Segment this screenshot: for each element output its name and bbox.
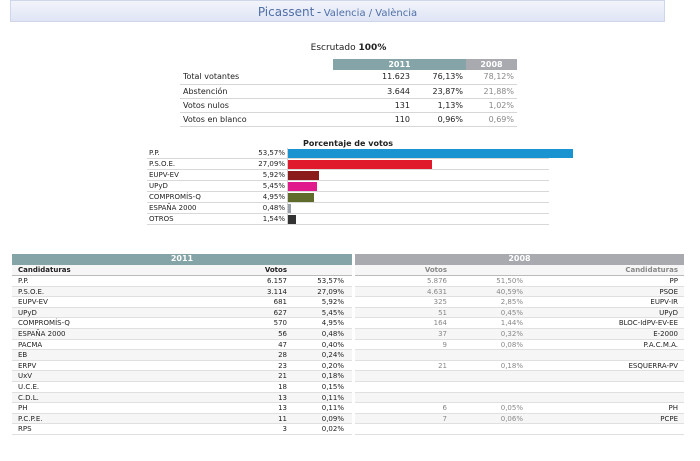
percent-chart-value-label: 5,45% [262, 182, 285, 190]
results-2011-row [12, 318, 352, 329]
results-2008-column-headers [355, 265, 684, 276]
result-party: PACMA [18, 340, 43, 349]
results-2011-row [12, 308, 352, 319]
summary-votes-2011: 3.644 [333, 84, 413, 98]
results-2008-row [355, 287, 684, 298]
result-percent: 0,20% [321, 361, 344, 370]
result-percent-2008: 40,59% [496, 287, 523, 296]
result-party: ERPV [18, 361, 37, 370]
results-2008-row [355, 308, 684, 319]
result-percent: 5,92% [321, 298, 344, 307]
result-votes-2008: 7 [442, 414, 447, 423]
result-party: U.C.E. [18, 382, 40, 391]
summary-row [180, 112, 517, 126]
percent-chart [147, 148, 549, 225]
results-2008-row [355, 414, 684, 425]
percent-chart-party-label: P.P. [149, 149, 160, 157]
results-2011-row [12, 393, 352, 404]
results-2008-row [355, 424, 684, 435]
percent-chart-title: Porcentaje de votos [302, 139, 394, 148]
percent-chart-row [147, 181, 549, 192]
percent-chart-bar [288, 160, 432, 169]
result-party: C.D.L. [18, 393, 39, 402]
result-party: P.C.P.E. [18, 414, 43, 423]
results-2011-row [12, 371, 352, 382]
results-2011-row [12, 414, 352, 425]
summary-pct-2008: 78,12% [466, 70, 517, 84]
summary-pct-2011: 76,13% [413, 70, 466, 84]
percent-chart-value-label: 5,92% [262, 171, 285, 179]
result-votes: 23 [278, 361, 287, 370]
result-party: RPS [18, 425, 32, 434]
result-party-2008: EUPV-IR [650, 298, 678, 307]
result-percent: 53,57% [317, 277, 344, 285]
summary-row [180, 70, 517, 84]
result-percent: 0,02% [321, 425, 344, 434]
summary-blank-header [180, 59, 333, 70]
summary-label: Total votantes [180, 70, 333, 84]
result-votes: 6.157 [266, 277, 287, 285]
result-party: UPyD [18, 308, 37, 317]
result-party-2008: BLOC-IdPV-EV-EE [618, 319, 678, 328]
page-header [10, 0, 665, 22]
results-2008-row [355, 361, 684, 372]
region-title: Valencia / València [323, 8, 418, 19]
percent-chart-row [147, 203, 549, 214]
result-party: ESPAÑA 2000 [18, 329, 66, 338]
percent-chart-bar [288, 215, 296, 224]
results-2011-row [12, 403, 352, 414]
result-party: P.P. [18, 277, 29, 285]
percent-chart-party-label: OTROS [149, 215, 174, 223]
result-votes-2008: 5.876 [426, 277, 447, 285]
result-percent: 5,45% [321, 308, 344, 317]
result-votes: 28 [278, 351, 287, 360]
summary-pct-2008: 0,69% [466, 112, 517, 126]
summary-pct-2008: 1,02% [466, 98, 517, 112]
result-percent-2008: 51,50% [496, 277, 523, 285]
result-percent-2008: 0,05% [500, 404, 523, 413]
percent-chart-value-label: 4,95% [262, 193, 285, 201]
percent-chart-party-label: ESPAÑA 2000 [149, 204, 197, 212]
result-percent-2008: 0,18% [500, 361, 523, 370]
scrutiny-label: Escrutado [310, 43, 356, 53]
percent-chart-value-label: 53,57% [258, 149, 285, 157]
results-2011-year: 2011 [12, 254, 352, 265]
result-party: EB [18, 351, 28, 360]
results-2011-row [12, 424, 352, 435]
summary-pct-2011: 1,13% [413, 98, 466, 112]
result-percent-2008: 0,06% [500, 414, 523, 423]
percent-chart-party-label: UPyD [149, 182, 168, 190]
result-votes: 13 [278, 393, 287, 402]
results-2008-row [355, 297, 684, 308]
result-votes: 47 [278, 340, 287, 349]
result-percent-2008: 2,85% [500, 298, 523, 307]
scrutiny-value: 100% [358, 43, 387, 53]
result-percent-2008: 0,08% [500, 340, 523, 349]
summary-row [180, 98, 517, 112]
results-2011-row [12, 340, 352, 351]
results-2011-column-headers [12, 265, 352, 276]
result-votes: 18 [278, 382, 287, 391]
col-votos-2008: Votos [424, 266, 447, 274]
percent-chart-row [147, 148, 549, 159]
result-votes-2008: 6 [442, 404, 447, 413]
result-percent: 0,15% [321, 382, 344, 391]
result-votes: 570 [273, 319, 287, 328]
result-party-2008: UPyD [659, 308, 678, 317]
results-2011-row [12, 361, 352, 372]
percent-chart-value-label: 27,09% [258, 160, 285, 168]
results-2008-row [355, 382, 684, 393]
result-party: COMPROMÍS-Q [18, 319, 70, 328]
result-votes: 627 [273, 308, 287, 317]
result-party: PH [18, 404, 28, 413]
result-votes-2008: 21 [438, 361, 447, 370]
results-2011-row [12, 287, 352, 298]
result-votes-2008: 51 [438, 308, 447, 317]
results-2008-row [355, 350, 684, 361]
result-percent: 4,95% [321, 319, 344, 328]
summary-row [180, 84, 517, 98]
result-percent: 27,09% [317, 287, 344, 296]
results-2011-row [12, 350, 352, 361]
result-votes: 21 [278, 372, 287, 381]
percent-chart-row [147, 214, 549, 225]
turnout-summary-table [180, 59, 517, 127]
summary-pct-2008: 21,88% [466, 84, 517, 98]
result-votes: 3.114 [266, 287, 287, 296]
summary-year-2008: 2008 [466, 59, 517, 70]
results-2011-row [12, 297, 352, 308]
result-percent: 0,09% [321, 414, 344, 423]
result-party-2008: PCPE [660, 414, 678, 423]
percent-chart-party-label: EUPV-EV [149, 171, 179, 179]
summary-label: Votos nulos [180, 98, 333, 112]
summary-pct-2011: 0,96% [413, 112, 466, 126]
col-votos: Votos [264, 266, 287, 274]
results-2008-row [355, 329, 684, 340]
percent-chart-bar [288, 182, 317, 191]
result-votes: 13 [278, 404, 287, 413]
result-percent: 0,11% [321, 404, 344, 413]
col-candidaturas-2008: Candidaturas [625, 266, 678, 274]
result-votes-2008: 37 [438, 329, 447, 338]
result-votes-2008: 9 [442, 340, 447, 349]
result-party-2008: ESQUERRA-PV [628, 361, 678, 370]
result-percent: 0,24% [321, 351, 344, 360]
result-votes-2008: 4.631 [426, 287, 447, 296]
results-2011-row [12, 276, 352, 287]
result-percent-2008: 0,32% [500, 329, 523, 338]
municipality-title: Picassent [257, 5, 315, 19]
results-2008-table [355, 254, 684, 435]
result-percent: 0,18% [321, 372, 344, 381]
results-2008-row [355, 371, 684, 382]
percent-chart-party-label: P.S.O.E. [149, 160, 176, 168]
result-party-2008: PSOE [659, 287, 678, 296]
summary-year-2011: 2011 [333, 59, 466, 70]
result-party-2008: P.A.C.M.A. [643, 340, 678, 349]
percent-chart-value-label: 1,54% [262, 215, 285, 223]
summary-label: Abstención [180, 84, 333, 98]
summary-pct-2011: 23,87% [413, 84, 466, 98]
result-party: P.S.O.E. [18, 287, 45, 296]
result-party: EUPV-EV [18, 298, 48, 307]
results-2011-row [12, 382, 352, 393]
summary-votes-2011: 11.623 [333, 70, 413, 84]
percent-chart-bar [288, 171, 319, 180]
results-2011-table [12, 254, 352, 435]
result-party-2008: E-2000 [653, 329, 678, 338]
result-party-2008: PH [668, 404, 678, 413]
result-percent: 0,48% [321, 329, 344, 338]
percent-chart-bar [288, 193, 314, 202]
result-votes: 3 [282, 425, 287, 434]
percent-chart-party-label: COMPROMÍS-Q [149, 193, 201, 201]
result-votes-2008: 325 [433, 298, 447, 307]
results-2008-year: 2008 [355, 254, 684, 265]
result-votes: 681 [273, 298, 287, 307]
percent-chart-bar [288, 204, 291, 213]
result-percent: 0,40% [321, 340, 344, 349]
result-percent-2008: 0,45% [500, 308, 523, 317]
title-separator: - [316, 5, 322, 19]
results-2008-row [355, 318, 684, 329]
result-percent-2008: 1,44% [500, 319, 523, 328]
result-votes: 11 [278, 414, 287, 423]
percent-chart-row [147, 159, 549, 170]
results-2008-row [355, 403, 684, 414]
summary-votes-2011: 110 [333, 112, 413, 126]
result-votes: 56 [278, 329, 287, 338]
scrutiny-status [180, 43, 517, 53]
results-2008-row [355, 393, 684, 404]
results-2008-row [355, 340, 684, 351]
percent-chart-value-label: 0,48% [262, 204, 285, 212]
results-2008-row [355, 276, 684, 287]
percent-chart-bar [288, 149, 573, 158]
result-votes-2008: 164 [433, 319, 447, 328]
summary-label: Votos en blanco [180, 112, 333, 126]
result-party: UxV [18, 372, 33, 381]
results-2011-row [12, 329, 352, 340]
result-party-2008: PP [669, 277, 678, 285]
result-percent: 0,11% [321, 393, 344, 402]
col-candidaturas: Candidaturas [18, 266, 71, 274]
percent-chart-row [147, 170, 549, 181]
summary-votes-2011: 131 [333, 98, 413, 112]
percent-chart-row [147, 192, 549, 203]
